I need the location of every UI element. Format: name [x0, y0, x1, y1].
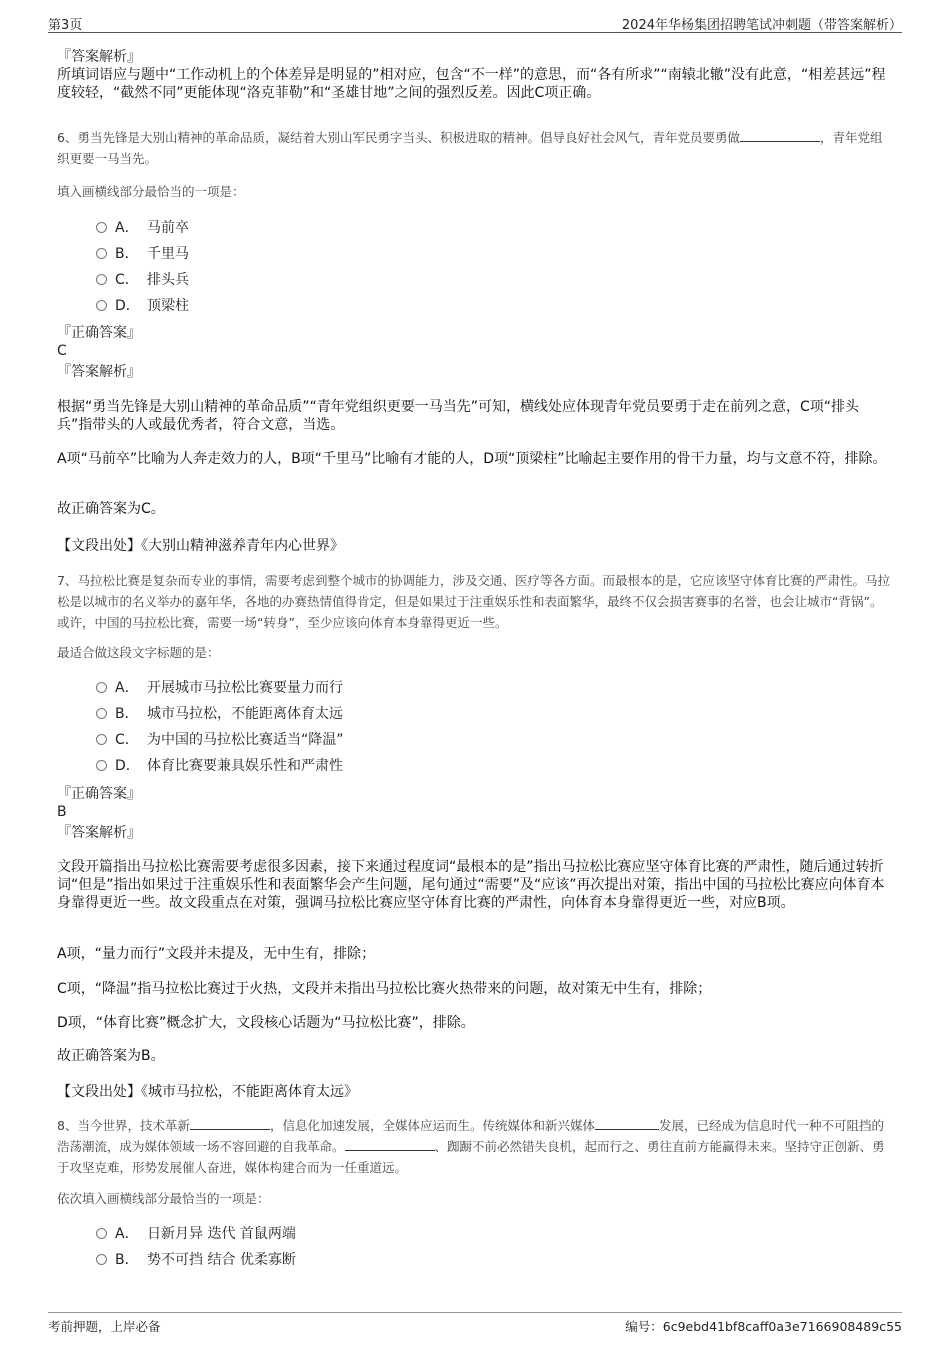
- q6-answer: C: [57, 343, 67, 359]
- q8-stem: 8、当今世界，技术革新 ，信息化加速发展，全媒体应运而生。传统媒体和新兴媒体 发展，已经成为信息时代一种不可阻挡的浩荡潮流，成为媒体领域一场不容回避的自我革命。 、踟蹰不前必然错失良机，起而行之、勇往直前方能赢得未来。坚持守正创新、勇于攻坚克难，形势发展催人奋进，媒体构建合而为一任重道远。: [57, 1118, 885, 1175]
- q8-blank-3: [345, 1138, 435, 1151]
- page-header: [48, 12, 902, 33]
- q8-blank-1: [190, 1117, 270, 1130]
- q8-option-b[interactable]: B． 势不可挡 结合 优柔寡断: [96, 1250, 296, 1270]
- q7-option-b[interactable]: B． 城市马拉松，不能距离体育太远: [96, 704, 343, 724]
- footer-code: 编号：6c9ebd41bf8caff0a3e7166908489c55: [625, 1319, 902, 1334]
- q7-source: 【文段出处】《城市马拉松，不能距离体育太远》: [57, 1084, 358, 1100]
- q6-option-a[interactable]: A． 马前卒: [96, 218, 189, 238]
- radio-icon[interactable]: [96, 274, 107, 285]
- radio-icon[interactable]: [96, 682, 107, 693]
- q7-analysis-p2: A项，“量力而行”文段并未提及，无中生有，排除；: [57, 946, 376, 962]
- radio-icon[interactable]: [96, 248, 107, 259]
- document-title: 2024年华杨集团招聘笔试冲刺题（带答案解析）: [621, 18, 902, 33]
- radio-icon[interactable]: [96, 300, 107, 311]
- q8-blank-2: [595, 1117, 659, 1130]
- q7-stem: 7、马拉松比赛是复杂而专业的事情，需要考虑到整个城市的协调能力，涉及交通、医疗等各方面。而最根本的是，它应该坚守体育比赛的严肃性。马拉松是以城市的名义举办的嘉年华，各地的办赛热情值得肯定，但是如果过于注重娱乐性和表面繁华，最终不仅会损害赛事的名誉，也会让城市“背锅”。或许，中国的马拉松比赛，需要一场“转身”，至少应该向体育本身靠得更近一些。: [57, 573, 890, 630]
- q7-analysis-p3: C项，“降温”指马拉松比赛过于火热，文段并未指出马拉松比赛火热带来的问题，故对策无中生有，排除；: [57, 981, 712, 997]
- page-number: 第3页: [48, 18, 83, 33]
- q5-analysis-text: 所填词语应与题中“工作动机上的个体差异是明显的”相对应，包含“不一样”的意思，而“各有所求”“南辕北辙”没有此意，“相差甚远”程度较轻，“截然不同”更能体现“洛克菲勒”和“圣雄甘地”之间的强烈反差。因此C项正确。: [57, 67, 886, 101]
- q6-source: 【文段出处】《大别山精神滋养青年内心世界》: [57, 538, 344, 554]
- q6-blank: [740, 129, 820, 142]
- q6-option-d[interactable]: D． 顶梁柱: [96, 296, 189, 316]
- q7-option-a[interactable]: A． 开展城市马拉松比赛要量力而行: [96, 678, 343, 698]
- radio-icon[interactable]: [96, 734, 107, 745]
- q6-answer-label: 『正确答案』: [57, 325, 141, 341]
- radio-icon[interactable]: [96, 1254, 107, 1265]
- radio-icon[interactable]: [96, 708, 107, 719]
- q6-analysis-p2: A项“马前卒”比喻为人奔走效力的人，B项“千里马”比喻有才能的人，D项“顶梁柱”比喻起主要作用的骨干力量，均与文意不符，排除。: [57, 451, 887, 467]
- q7-option-d[interactable]: D． 体育比赛要兼具娱乐性和严肃性: [96, 756, 343, 776]
- q7-option-c[interactable]: C． 为中国的马拉松比赛适当“降温”: [96, 730, 344, 750]
- q6-stem: 6、勇当先锋是大别山精神的革命品质，凝结着大别山军民勇字当头、积极进取的精神。倡导良好社会风气，青年党员要勇做 ，青年党组织更要一马当先。: [57, 130, 883, 166]
- q7-prompt: 最适合做这段文字标题的是：: [57, 645, 220, 660]
- q7-answer: B: [57, 804, 67, 820]
- radio-icon[interactable]: [96, 222, 107, 233]
- q5-analysis-label: 『答案解析』: [57, 49, 141, 65]
- q6-analysis-label: 『答案解析』: [57, 364, 141, 380]
- q7-answer-label: 『正确答案』: [57, 786, 141, 802]
- page-footer: [48, 1312, 902, 1337]
- q6-analysis-p1: 根据“勇当先锋是大别山精神的革命品质”“青年党组织更要一马当先”可知，横线处应体现青年党员要勇于走在前列之意，C项“排头兵”指带头的人或最优秀者，符合文意，当选。: [57, 399, 860, 433]
- radio-icon[interactable]: [96, 1228, 107, 1239]
- q7-analysis-p4: D项，“体育比赛”概念扩大，文段核心话题为“马拉松比赛”，排除。: [57, 1015, 475, 1031]
- radio-icon[interactable]: [96, 760, 107, 771]
- q6-prompt: 填入画横线部分最恰当的一项是：: [57, 184, 245, 199]
- q6-option-c[interactable]: C． 排头兵: [96, 270, 189, 290]
- q6-option-b[interactable]: B． 千里马: [96, 244, 189, 264]
- q7-analysis-p1: 文段开篇指出马拉松比赛需要考虑很多因素，接下来通过程度词“最根本的是”指出马拉松比赛应坚守体育比赛的严肃性，随后通过转折词“但是”指出如果过于注重娱乐性和表面繁华会产生问题，尾句通过“需要”及“应该”再次提出对策，指出中国的马拉松比赛应向体育本身靠得更近一些。故文段重点在对策，强调马拉松比赛应坚守体育比赛的严肃性，向体育本身靠得更近一些，对应B项。: [57, 859, 885, 911]
- q8-option-a[interactable]: A． 日新月异 迭代 首鼠两端: [96, 1224, 296, 1244]
- q6-analysis-p3: 故正确答案为C。: [57, 501, 165, 517]
- q7-analysis-p5: 故正确答案为B。: [57, 1048, 165, 1064]
- q8-prompt: 依次填入画横线部分最恰当的一项是：: [57, 1191, 270, 1206]
- footer-slogan: 考前押题，上岸必备: [48, 1319, 161, 1334]
- q7-analysis-label: 『答案解析』: [57, 825, 141, 841]
